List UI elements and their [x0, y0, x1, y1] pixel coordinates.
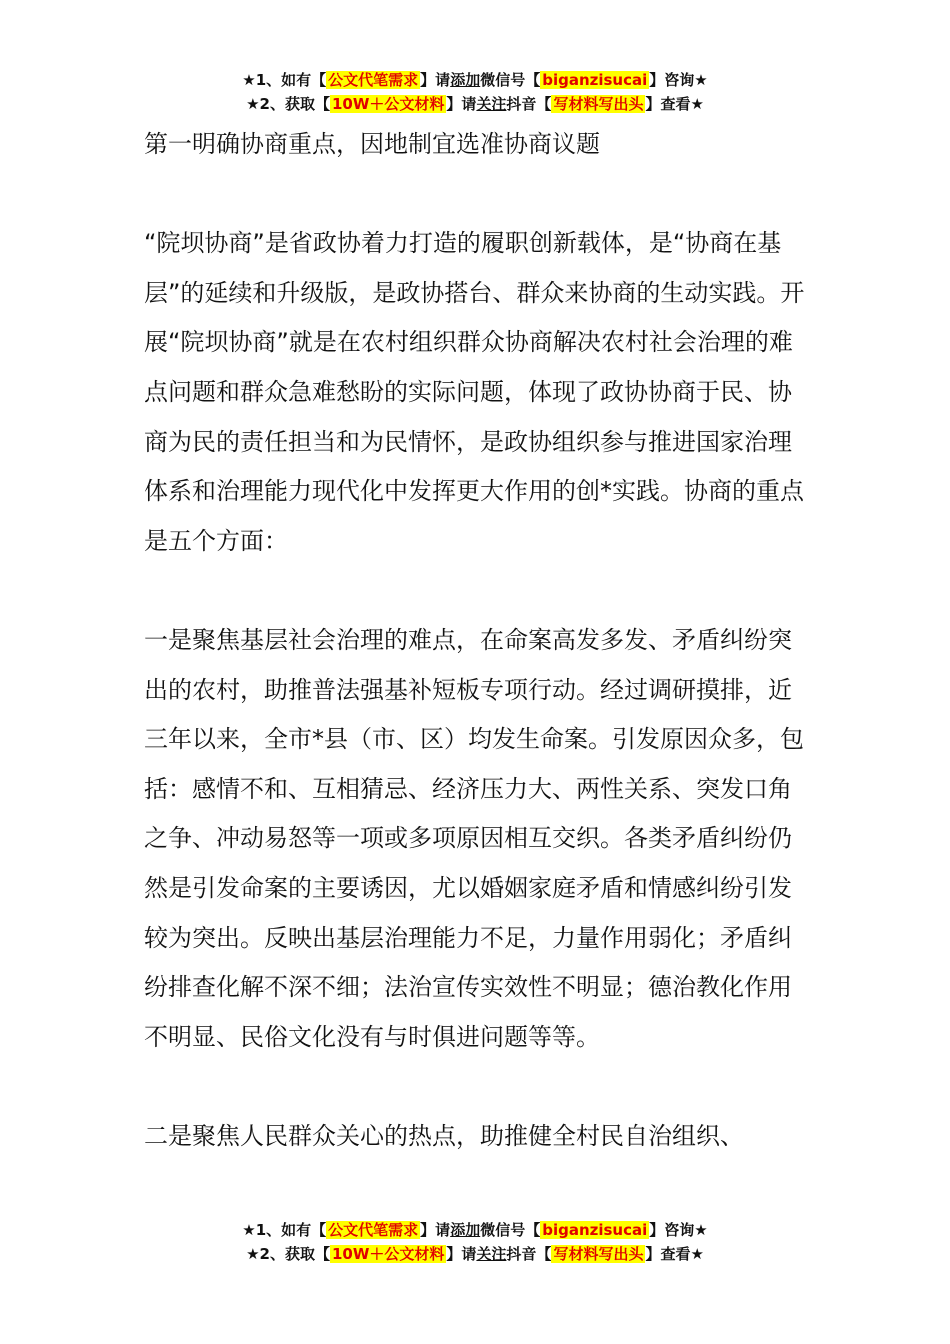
- highlight-materials: 10W＋公文材料: [331, 95, 445, 113]
- banner-text: 】请: [420, 71, 451, 89]
- paragraph-3: 二是聚焦人民群众关心的热点，助推健全村民自治组织、: [144, 1121, 744, 1150]
- banner-text: 抖音【: [506, 95, 552, 113]
- banner-text: 】查看★: [645, 95, 704, 113]
- banner-text: 】咨询★: [649, 71, 708, 89]
- banner-text: 】请: [446, 95, 477, 113]
- banner-text: 】请: [420, 1221, 451, 1239]
- highlight-service: 公文代笔需求: [328, 71, 419, 89]
- banner-line-1: [0, 68, 950, 92]
- paragraph-2: 一是聚焦基层社会治理的难点，在命案高发多发、矛盾纠纷突出的农村，助推普法强基补短板专项行动。经过调研摸排，近三年以来，全市*县（市、区）均发生命案。引发原因众多，包括：感情不和、互相猜忌、经济压力大、两性关系、突发口角之争、冲动易怒等一项或多项原因相互交织。各类矛盾纠纷仍然是引发命案的主要诱因，尤以婚姻家庭矛盾和情感纠纷引发较为突出。反映出基层治理能力不足，力量作用弱化；矛盾纠纷排查化解不深不细；法治宣传实效性不明显；德治教化作用不明显、民俗文化没有与时俱进问题等等。: [144, 625, 804, 1051]
- highlight-douyin: 写材料写出头: [553, 95, 644, 113]
- paragraph-1: “院坝协商”是省政协着力打造的履职创新载体，是“协商在基层”的延续和升级版，是政协搭台、群众来协商的生动实践。开展“院坝协商”就是在农村组织群众协商解决农村社会治理的难点问题和群众急难愁盼的实际问题，体现了政协协商于民、协商为民的责任担当和为民情怀，是政协组织参与推进国家治理体系和治理能力现代化中发挥更大作用的创*实践。协商的重点是五个方面：: [144, 229, 805, 555]
- section-heading: 第一明确协商重点，因地制宜选准协商议题: [144, 130, 600, 158]
- banner-text: ★2、获取【: [246, 1245, 330, 1263]
- banner-text: ★2、获取【: [246, 95, 330, 113]
- banner-line-1: [0, 1218, 950, 1242]
- banner-underlined: 添加: [450, 1221, 481, 1239]
- banner-text: ★1、如有【: [242, 1221, 327, 1239]
- banner-underlined: 关注: [476, 1245, 507, 1263]
- paragraph-gap: [144, 170, 808, 220]
- bottom-banner: [0, 1218, 950, 1266]
- highlight-wechat-id: biganzisucai: [542, 71, 648, 89]
- banner-text: 微信号【: [480, 71, 541, 89]
- highlight-materials: 10W＋公文材料: [331, 1245, 445, 1263]
- banner-underlined: 关注: [476, 95, 507, 113]
- highlight-douyin: 写材料写出头: [553, 1245, 644, 1263]
- banner-text: 】咨询★: [649, 1221, 708, 1239]
- banner-text: 抖音【: [506, 1245, 552, 1263]
- top-banner: [0, 68, 950, 116]
- banner-line-2: [0, 1242, 950, 1266]
- banner-text: 微信号【: [480, 1221, 541, 1239]
- document-body: [144, 120, 808, 1161]
- banner-text: ★1、如有【: [242, 71, 327, 89]
- banner-text: 】查看★: [645, 1245, 704, 1263]
- paragraph-gap: [144, 1062, 808, 1112]
- paragraph-gap: [144, 566, 808, 616]
- banner-line-2: [0, 92, 950, 116]
- highlight-wechat-id: biganzisucai: [542, 1221, 648, 1239]
- highlight-service: 公文代笔需求: [328, 1221, 419, 1239]
- banner-text: 】请: [446, 1245, 477, 1263]
- banner-underlined: 添加: [450, 71, 481, 89]
